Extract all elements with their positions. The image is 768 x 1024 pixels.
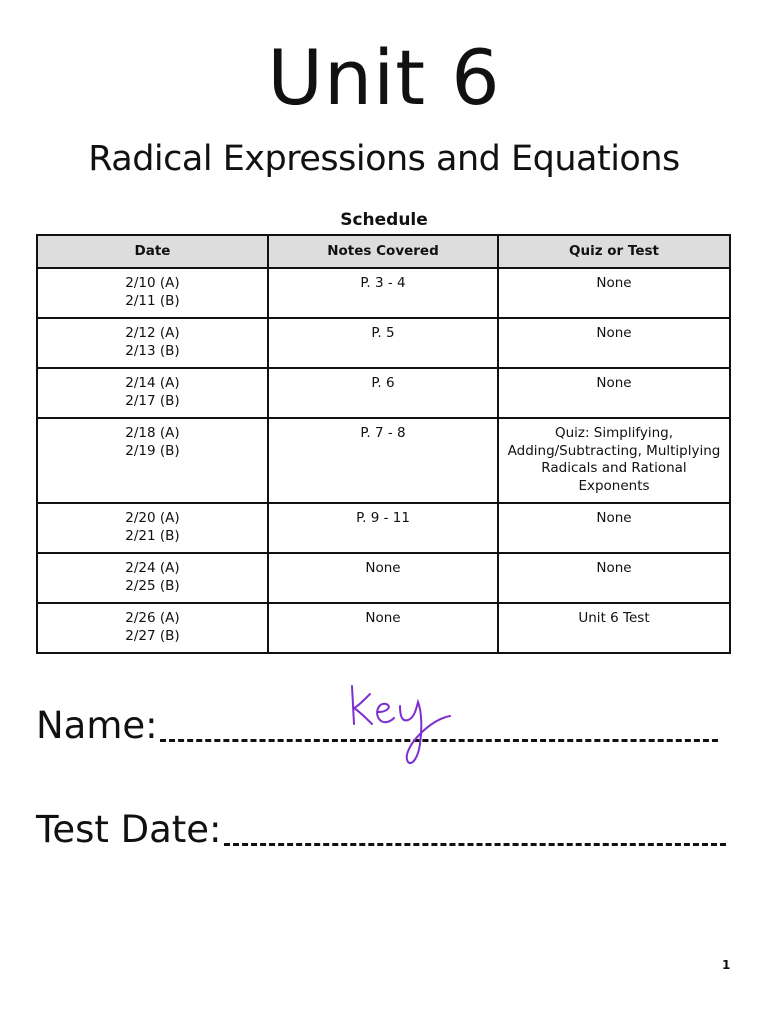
date-a: 2/12 (A) [125,325,180,341]
quiz-cell: None [498,553,730,603]
date-cell [37,418,268,503]
table-header-row [37,235,730,268]
schedule-caption: Schedule [340,210,428,230]
page-subtitle: Radical Expressions and Equations [88,139,680,179]
quiz-cell: Quiz: Simplifying, Adding/Subtracting, Multiplying Radicals and Rational Exponents [498,418,730,503]
name-label: Name: [36,704,158,747]
quiz-cell: None [498,503,730,553]
table-row [37,553,730,603]
column-header-quiz: Quiz or Test [498,235,730,268]
schedule-table [36,234,731,654]
date-a: 2/18 (A) [125,425,180,441]
date-b: 2/27 (B) [125,627,180,644]
date-b: 2/25 (B) [125,577,180,594]
date-cell [37,553,268,603]
table-row [37,603,730,653]
table-row [37,418,730,503]
date-b: 2/19 (B) [125,442,180,459]
notes-cell: None [268,603,498,653]
table-row [37,368,730,418]
table-row [37,503,730,553]
test-date-blank-line[interactable] [224,843,726,846]
date-cell [37,503,268,553]
date-cell [37,318,268,368]
date-b: 2/17 (B) [125,392,180,409]
date-b: 2/21 (B) [125,527,180,544]
notes-cell: P. 6 [268,368,498,418]
notes-cell: P. 9 - 11 [268,503,498,553]
column-header-date: Date [37,235,268,268]
notes-cell: P. 7 - 8 [268,418,498,503]
table-row [37,318,730,368]
quiz-cell: Unit 6 Test [498,603,730,653]
date-cell [37,603,268,653]
page-number: 1 [722,958,731,972]
quiz-cell: None [498,268,730,318]
column-header-notes: Notes Covered [268,235,498,268]
date-a: 2/10 (A) [125,275,180,291]
test-date-label: Test Date: [36,808,222,851]
date-a: 2/14 (A) [125,375,180,391]
handwritten-name-key [340,672,460,772]
date-a: 2/20 (A) [125,510,180,526]
date-cell [37,368,268,418]
notes-cell: None [268,553,498,603]
date-a: 2/24 (A) [125,560,180,576]
test-date-field[interactable] [36,808,726,852]
date-cell [37,268,268,318]
notes-cell: P. 3 - 4 [268,268,498,318]
date-b: 2/11 (B) [125,292,180,309]
page-title: Unit 6 [267,33,501,122]
date-a: 2/26 (A) [125,610,180,626]
quiz-cell: None [498,368,730,418]
date-b: 2/13 (B) [125,342,180,359]
notes-cell: P. 5 [268,318,498,368]
quiz-cell: None [498,318,730,368]
table-row [37,268,730,318]
